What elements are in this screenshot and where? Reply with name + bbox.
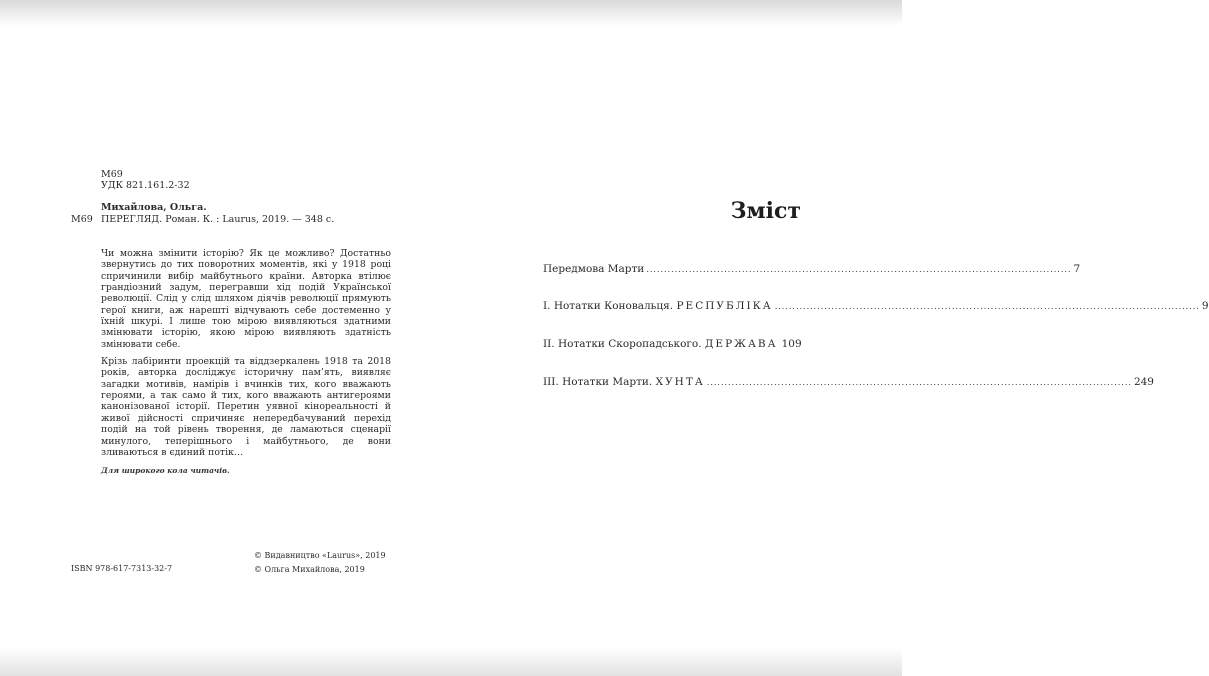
annotation-paragraph-1: Чи можна змінити історію? Як це можливо? Достатньо звернутись до тих поворотних моментів, які у 1918 році спричинили вибір майбутнього країни. Авторка втілює грандіозний задум, перегравши хід подій Української революції. Слід у слід шляхом діячів революції прямують герої книги, аж нарешті відчувають себе достеменно у їхній шкурі. І лише тою мірою виявляються здатними змінювати історію, якою мірою виявляють здатність змінювати себе. bbox=[101, 248, 391, 350]
bottom-shadow bbox=[0, 648, 902, 676]
toc-entry-marta[interactable] bbox=[543, 375, 1154, 389]
toc-entry-page: 9 bbox=[1201, 300, 1209, 312]
copyright-author: © Ольга Михайлова, 2019 bbox=[254, 565, 365, 574]
toc-entry-page: 7 bbox=[1073, 263, 1081, 275]
toc-leader-dots: ........................................................................................................................ bbox=[774, 302, 1200, 311]
toc-entry-label: ІІІ. Нотатки Марти. bbox=[543, 376, 656, 388]
toc-entry-page: 249 bbox=[1133, 376, 1154, 388]
catalog-index: М69 bbox=[101, 169, 123, 180]
toc-entry-label: Передмова Марти bbox=[543, 263, 645, 275]
toc-title: Зміст bbox=[730, 198, 801, 224]
toc-entry-skoropadsky[interactable] bbox=[543, 337, 801, 351]
toc-entry-konovalets[interactable] bbox=[543, 299, 1209, 313]
top-shadow bbox=[0, 0, 902, 26]
author-heading: Михайлова, Ольга. bbox=[101, 202, 207, 213]
copyright-publisher: © Видавництво «Laurus», 2019 bbox=[254, 551, 386, 560]
bibliographic-entry: ПЕРЕГЛЯД. Роман. К. : Laurus, 2019. — 348 с. bbox=[101, 214, 335, 225]
annotation bbox=[101, 248, 391, 477]
toc-entry-label-spaced: ДЕРЖАВА bbox=[704, 338, 778, 350]
toc-entry-preface[interactable] bbox=[543, 262, 1081, 276]
toc-leader-dots: ........................................................................................................................ bbox=[706, 378, 1132, 387]
toc-entry-label: ІІ. Нотатки Скоропадського. bbox=[543, 338, 705, 350]
toc-entry-label: І. Нотатки Коновальця. bbox=[543, 300, 677, 312]
udk-code: УДК 821.161.2-32 bbox=[101, 180, 190, 191]
toc-entry-label-spaced: РЕСПУБЛІКА bbox=[676, 300, 773, 312]
toc-leader-dots: ........................................................................................................................ bbox=[646, 265, 1072, 274]
annotation-paragraph-2: Крізь лабіринти проекцій та віддзеркалень 1918 та 2018 років, авторка досліджує історичну пам’ять, виявляє загадки мотивів, намірів і вчинків тих, кого вважають героями, а так само й тих, кого вважають антигероями канонізованої історії. Перетин уявної кінореальності й живої дійсності спричиняє непередбачуваний перехід подій на той рівень творення, де ламаються сценарії минулого, теперішнього і майбутнього, де вони зливаються в єдиний потік… bbox=[101, 356, 391, 458]
isbn: ISBN 978-617-7313-32-7 bbox=[71, 564, 173, 573]
audience-note: Для широкого кола читачів. bbox=[101, 466, 230, 476]
toc-entry-label-spaced: ХУНТА bbox=[655, 376, 705, 388]
margin-index: М69 bbox=[71, 214, 93, 225]
toc-entry-page: 109 bbox=[781, 338, 802, 350]
